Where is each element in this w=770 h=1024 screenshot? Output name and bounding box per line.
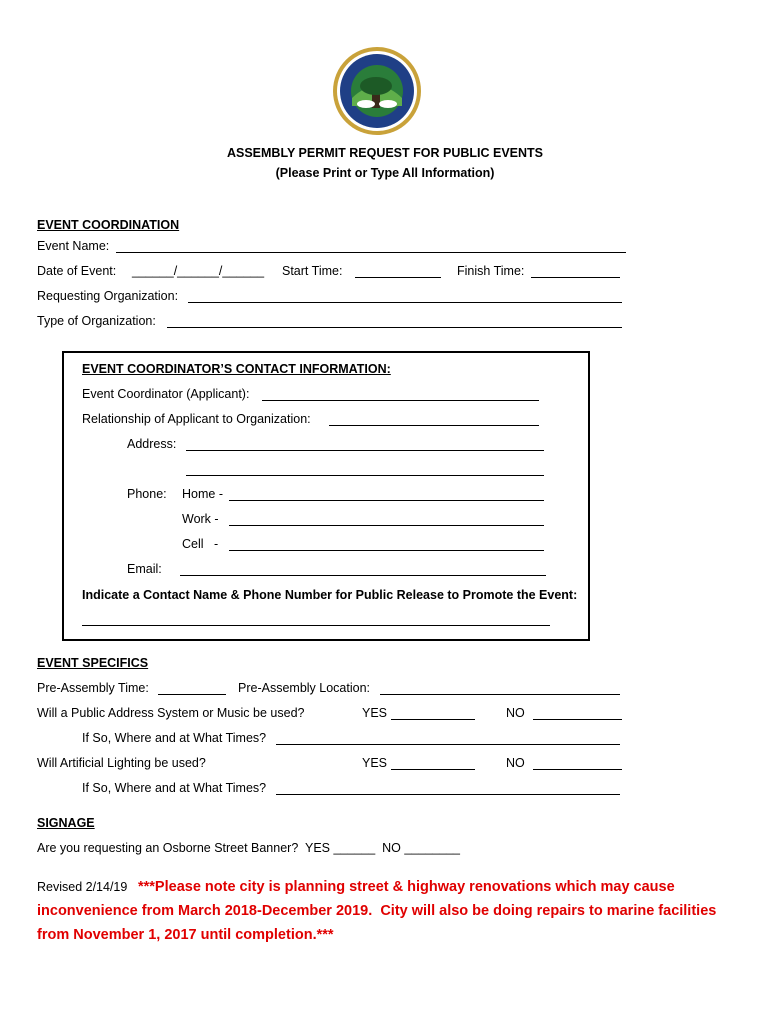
home-phone-label: Home - [182,487,223,501]
renovation-notice-line1: ***Please note city is planning street & highway renovations which may cause [138,879,675,895]
start-time-field[interactable] [355,277,441,278]
home-phone-field[interactable] [229,500,544,501]
pre-assembly-location-field[interactable] [380,694,620,695]
type-of-organization-label: Type of Organization: [37,314,156,328]
pa-if-so-field[interactable] [276,744,620,745]
signage-heading: SIGNAGE [37,816,95,830]
event-specifics-heading: EVENT SPECIFICS [37,656,149,670]
pre-assembly-time-label: Pre-Assembly Time: [37,681,149,695]
pa-no-label: NO [506,706,525,720]
pa-system-question: Will a Public Address System or Music be used? [37,706,305,720]
relationship-field[interactable] [329,425,539,426]
pre-assembly-time-field[interactable] [158,694,226,695]
work-phone-label: Work - [182,512,219,526]
work-phone-field[interactable] [229,525,544,526]
start-time-label: Start Time: [282,264,343,278]
contact-heading: EVENT COORDINATOR’S CONTACT INFORMATION: [82,362,391,376]
address-field-line1[interactable] [186,450,544,451]
lighting-question: Will Artificial Lighting be used? [37,756,206,770]
lighting-if-so-label: If So, Where and at What Times? [82,781,267,795]
lighting-if-so-field[interactable] [276,794,620,795]
form-subtitle: (Please Print or Type All Information) [275,166,495,180]
finish-time-field[interactable] [531,277,620,278]
date-of-event-field[interactable]: ______/______/______ [132,264,265,278]
lighting-yes-label: YES [362,756,388,770]
event-coordination-heading: EVENT COORDINATION [37,218,180,232]
osborne-banner-question[interactable]: Are you requesting an Osborne Street Banner? YES ______ NO ________ [37,841,460,855]
lighting-no-label: NO [506,756,525,770]
email-field[interactable] [180,575,546,576]
public-release-field[interactable] [82,625,550,626]
event-name-field[interactable] [116,252,626,253]
renovation-notice-line2: inconvenience from March 2018-December 2019. City will also be doing repairs to marine facilities [37,903,717,919]
cell-phone-field[interactable] [229,550,544,551]
email-label: Email: [127,562,162,576]
pa-yes-label: YES [362,706,388,720]
city-seal-logo [332,46,422,136]
finish-time-label: Finish Time: [457,264,525,278]
date-of-event-label: Date of Event: [37,264,117,278]
cell-phone-label: Cell - [182,537,219,551]
requesting-organization-label: Requesting Organization: [37,289,179,303]
event-coordinator-label: Event Coordinator (Applicant): [82,387,250,401]
lighting-yes-field[interactable] [391,769,475,770]
pre-assembly-location-label: Pre-Assembly Location: [238,681,371,695]
form-title: ASSEMBLY PERMIT REQUEST FOR PUBLIC EVENTS [226,146,543,160]
event-name-label: Event Name: [37,239,110,253]
pa-if-so-label: If So, Where and at What Times? [82,731,267,745]
pa-no-field[interactable] [533,719,622,720]
revised-date: Revised 2/14/19 [37,880,128,894]
relationship-label: Relationship of Applicant to Organization: [82,412,311,426]
event-coordinator-field[interactable] [262,400,539,401]
requesting-organization-field[interactable] [188,302,622,303]
pa-yes-field[interactable] [391,719,475,720]
type-of-organization-field[interactable] [167,327,622,328]
lighting-no-field[interactable] [533,769,622,770]
address-field-line2[interactable] [186,475,544,476]
phone-label: Phone: [127,487,167,501]
renovation-notice-line3: from November 1, 2017 until completion.*** [37,927,334,943]
address-label: Address: [127,437,177,451]
public-release-label: Indicate a Contact Name & Phone Number for Public Release to Promote the Event: [82,588,578,602]
